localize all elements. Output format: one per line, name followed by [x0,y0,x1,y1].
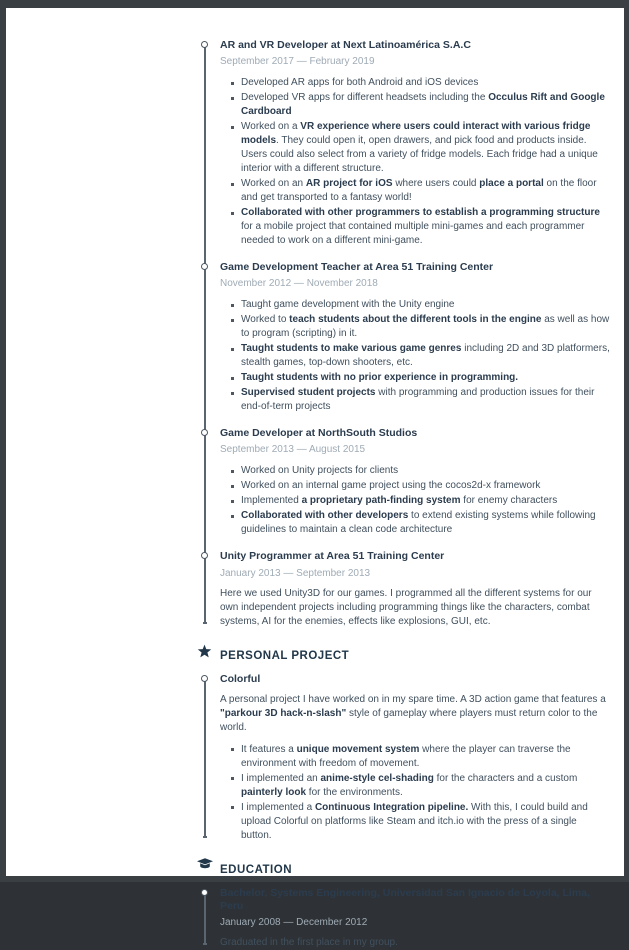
timeline-entry [220,673,610,843]
entry-paragraph [220,693,610,735]
entry-title: Bachelor, Systems Engineering, Universidad San Ignacio de Loyola, Lima, Peru [220,886,590,912]
timeline-dot [201,429,208,436]
bullet-item [231,371,610,385]
entry-date: January 2013 — September 2013 [220,567,371,579]
entry-paragraph [220,587,610,629]
entry-title: AR and VR Developer at Next Latinoamérica S.A.C [220,39,471,51]
text: With this, I could build and upload Colorful on platforms like Steam and itch.io with the press of a single button. [241,801,588,841]
bullet-item [231,177,610,205]
timeline-line [204,44,206,623]
timeline-dot [201,552,208,559]
bold-text: AR project for iOS [305,178,393,190]
timeline-entries [220,39,610,629]
timeline-line [204,892,206,944]
bullet-item [231,509,610,537]
bullet-item [231,313,610,341]
bold-text: Continuous Integration pipeline. [314,801,469,813]
bullet-item [231,76,610,90]
resume-section [220,39,610,629]
entry-title: Game Developer at NorthSouth Studios [220,427,418,440]
text: I implemented a [241,801,315,813]
timeline-dot [201,263,208,270]
text: Developed AR apps for both Android and iOS devices [241,77,479,89]
resume-sections [220,39,610,950]
text: It features a [241,743,297,755]
text: Worked on Unity projects for clients [241,465,399,477]
timeline-entry [220,39,610,248]
text: style of gameplay where players must return color to the world. [220,707,598,733]
entry-date: January 2008 — December 2012 [220,916,368,928]
text: Worked on a [241,121,301,133]
entry-paragraph [220,936,610,950]
bullet-item [231,386,610,414]
bullet-item [231,342,610,370]
timeline-entry [220,887,610,950]
timeline-entry [220,550,610,628]
bold-text: Occulus Rift and Google Cardboard [241,92,605,118]
bullet-list [220,298,610,414]
text: Implemented [241,495,302,507]
text: for the characters and a custom [433,772,578,784]
timeline-dot [201,41,208,48]
bold-text: a proprietary path-finding system [301,495,461,507]
bullet-item [231,743,610,771]
entry-date: September 2017 — February 2019 [220,56,375,68]
section-title: PERSONAL PROJECT [220,649,350,662]
bullet-item [231,494,610,508]
bullet-list [220,743,610,843]
text: Taught game development with the Unity engine [241,299,455,311]
bold-text: teach students about the different tools in the engine [289,314,542,326]
resume-section [220,860,610,950]
bold-text: VR experience where users could interact with various fridge models [241,121,591,147]
text: A personal project I have worked on in my spare time. A 3D action game that features a [220,693,606,705]
section-header [220,860,610,878]
text: on the floor and get transported to a fantasy world! [241,178,597,204]
bullet-item [231,298,610,312]
text: including 2D and 3D platformers, stealth games, top-down shooters, etc. [241,343,610,369]
text: I implemented an [241,772,321,784]
bullet-item [231,801,610,843]
text: where the player can traverse the environment with freedom of movement. [241,743,571,769]
bullet-item [231,479,610,493]
text: for a mobile project that contained multiple mini-games and each programmer needed to work on a different mini-game. [241,221,585,247]
entry-title: Colorful [220,672,261,685]
timeline-line [204,678,206,837]
text: Developed VR apps for different headsets including the [241,92,489,104]
entry-title: Unity Programmer at Area 51 Training Center [220,550,445,563]
entry-date: November 2012 — November 2018 [220,278,378,290]
bold-text: Taught students to make various game genres [241,343,462,355]
text: as well as how to program (scripting) in it. [241,314,610,340]
text: for the environments. [306,786,403,798]
text: with programming and production issues for their end-of-term projects [241,387,595,413]
bold-text: "parkour 3D hack-n-slash" [220,707,347,719]
section-title: EDUCATION [220,863,293,876]
entry-date: September 2013 — August 2015 [220,444,366,456]
star-icon [197,644,213,659]
bold-text: Taught students with no prior experience in programming. [241,372,519,384]
bold-text: unique movement system [296,743,420,755]
timeline-entries [220,887,610,950]
graduation-cap-icon [197,858,213,873]
bold-text: Supervised student projects [241,387,376,399]
bold-text: painterly look [241,786,307,798]
text: for enemy characters [460,495,558,507]
bullet-item [231,464,610,478]
bold-text: Collaborated with other programmers to establish a programming structure [241,207,600,219]
bold-text: place a portal [479,178,544,190]
bullet-list [220,76,610,248]
text: to extend existing systems while following guidelines to maintain a clean code architecture [241,510,596,536]
bullet-item [231,206,610,248]
timeline-entry [220,427,610,537]
section-header [220,646,610,664]
text: Worked on an internal game project using the cocos2d-x framework [241,480,541,492]
entry-title: Game Development Teacher at Area 51 Training Center [220,261,494,274]
bold-text: anime-style cel-shading [320,772,434,784]
text: . They could open it, open drawers, and pick food and products inside. Users could also select from a variety of fridge models. Each fridge had a unique interior with a different structure. [241,135,598,175]
timeline-entries [220,673,610,843]
text: where users could [392,178,480,190]
bullet-item [231,91,610,119]
bullet-item [231,772,610,800]
bold-text: Collaborated with other developers [241,510,409,522]
timeline-entry [220,261,610,414]
text: Worked to [241,314,290,326]
text: Graduated in the first place in my group. [220,936,398,948]
resume-section [220,646,610,843]
timeline-dot [201,889,208,896]
bullet-item [231,120,610,176]
bullet-list [220,464,610,537]
text: Worked on an [241,178,306,190]
timeline-dot [201,675,208,682]
resume-page [6,8,624,948]
text: Here we used Unity3D for our games. I programmed all the different systems for our own independent projects including programming things like the characters, combat systems, AI for the enemies, effects like explosions, GUI, etc. [220,587,592,627]
